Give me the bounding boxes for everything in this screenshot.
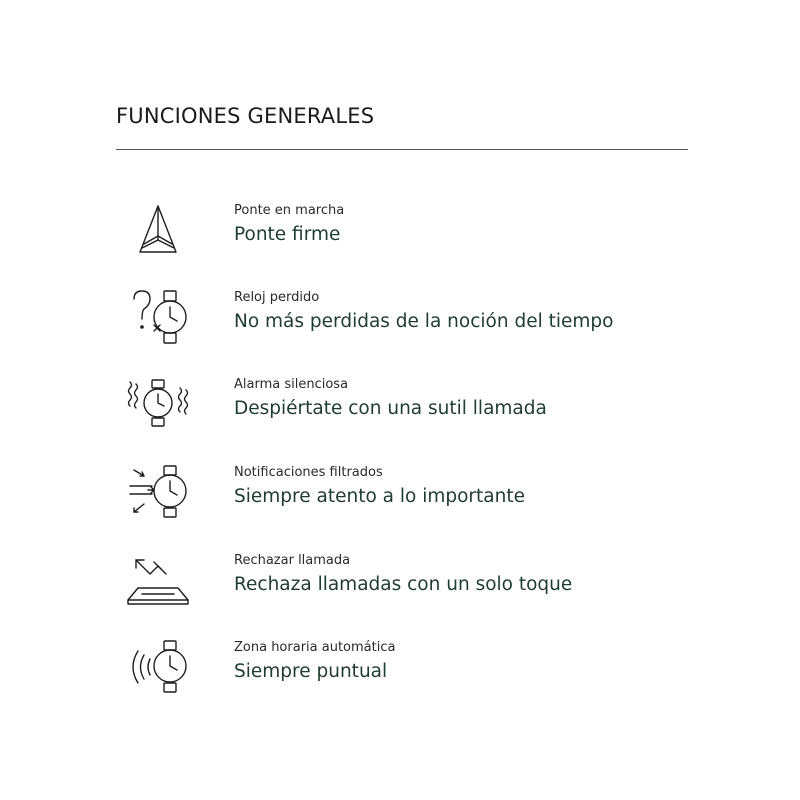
feature-label: Notificaciones filtrados bbox=[234, 465, 383, 480]
feature-item-silent-alarm bbox=[116, 374, 696, 444]
title-divider bbox=[116, 149, 688, 150]
feature-headline: Rechaza llamadas con un solo toque bbox=[234, 574, 573, 595]
feature-item-get-moving bbox=[116, 200, 696, 270]
feature-headline: Siempre puntual bbox=[234, 661, 388, 682]
feature-label: Reloj perdido bbox=[234, 290, 320, 305]
watch-vibration-icon bbox=[120, 374, 196, 438]
feature-item-reject-call bbox=[116, 550, 696, 620]
feature-headline: Ponte firme bbox=[234, 224, 341, 245]
feature-item-notifications bbox=[116, 462, 696, 532]
section-title: FUNCIONES GENERALES bbox=[116, 104, 375, 128]
feature-item-timezone bbox=[116, 637, 696, 707]
feature-label: Rechazar llamada bbox=[234, 553, 351, 568]
feature-headline: No más perdidas de la noción del tiempo bbox=[234, 311, 614, 332]
feature-headline: Siempre atento a lo importante bbox=[234, 486, 525, 507]
watch-question-icon bbox=[120, 287, 196, 351]
feature-label: Ponte en marcha bbox=[234, 203, 345, 218]
feature-headline: Despiértate con una sutil llamada bbox=[234, 398, 547, 419]
feature-label: Zona horaria automática bbox=[234, 640, 396, 655]
watch-notification-icon bbox=[120, 462, 196, 526]
feature-label: Alarma silenciosa bbox=[234, 377, 349, 392]
mountain-arrow-icon bbox=[120, 200, 196, 264]
watch-timezone-icon bbox=[120, 637, 196, 701]
reject-call-icon bbox=[120, 550, 196, 614]
feature-item-lost-watch bbox=[116, 287, 696, 357]
